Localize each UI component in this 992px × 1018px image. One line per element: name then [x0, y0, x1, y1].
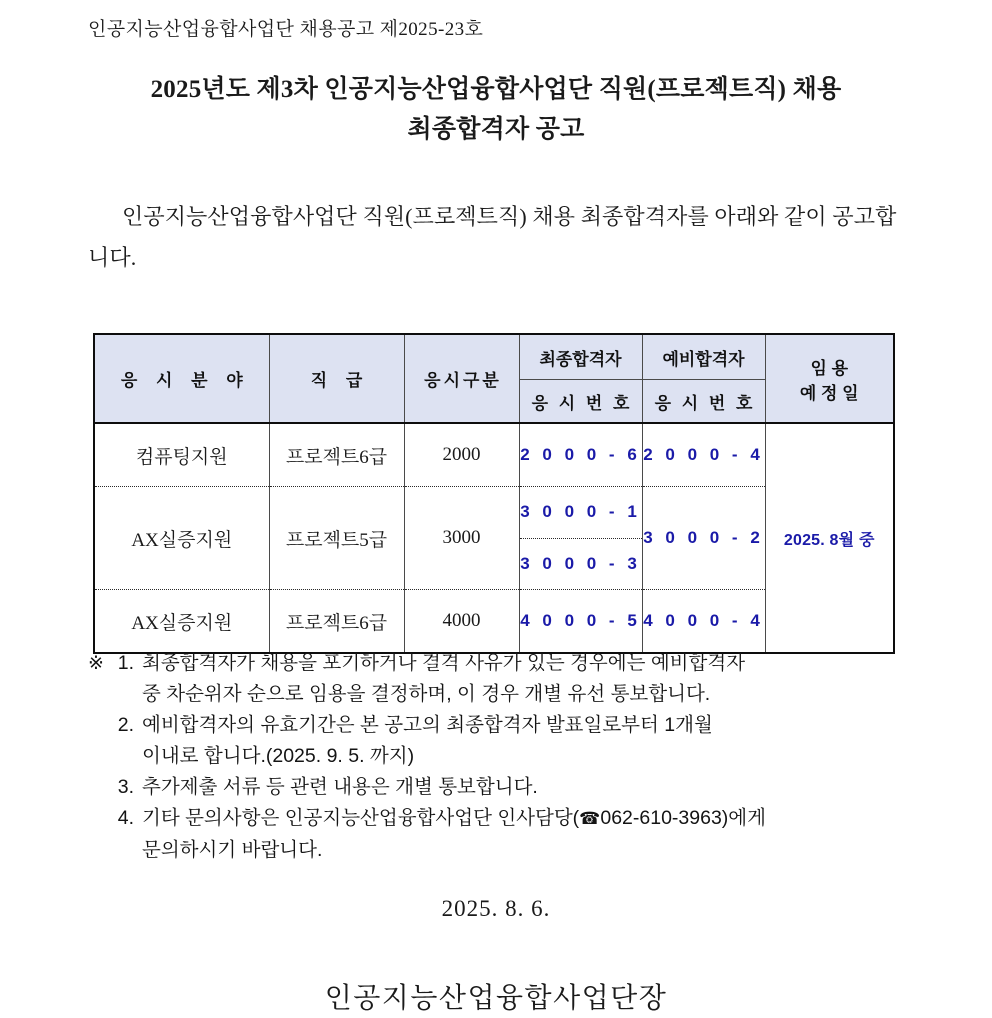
note-mark-symbol: ※: [88, 653, 104, 674]
cell-grade: 프로젝트6급: [269, 423, 404, 487]
column-header-reserve-pass: 예비합격자: [642, 334, 765, 380]
note-line: 중 차순위자 순으로 임용을 결정하며, 이 경우 개별 유선 통보합니다.: [142, 683, 711, 705]
cell-field: AX실증지원: [94, 487, 269, 590]
cell-grade: 프로젝트6급: [269, 590, 404, 654]
column-header-field-label: 응 시 분 야: [120, 371, 250, 390]
column-header-reserve-pass-number-label: 응 시 번 호: [654, 393, 756, 413]
cell-reserve-pass-number: 2 0 0 0 - 4: [642, 423, 765, 487]
results-table: [93, 333, 895, 654]
note-number: 4.: [117, 807, 134, 829]
table-header: [94, 334, 894, 423]
note-item-4: [88, 803, 918, 866]
note-line-after-phone: )에게: [721, 807, 766, 829]
cell-field: 컴퓨팅지원: [94, 423, 269, 487]
note-number: 1.: [117, 652, 134, 674]
issuer-signature: 인공지능산업융합사업단장: [324, 983, 668, 1014]
table-row: [94, 423, 894, 487]
column-header-exam-type: [404, 334, 519, 423]
cell-grade: 프로젝트5급: [269, 487, 404, 590]
note-item-1: [88, 648, 918, 710]
contact-phone-number: 062-610-3963: [600, 807, 722, 829]
cell-appointment-date: 2025. 8월 중: [765, 423, 894, 653]
table-body: [94, 423, 894, 653]
note-item-2: [88, 710, 918, 772]
document-number: 인공지능산업융합사업단 채용공고 제2025-23호: [88, 19, 484, 40]
note-text: [142, 710, 918, 772]
cell-final-pass-number: [519, 487, 642, 590]
cell-reserve-pass-number: 3 0 0 0 - 2: [642, 487, 765, 590]
note-line: 문의하시기 바랍니다.: [142, 839, 323, 861]
final-pass-number-item: 3 0 0 0 - 3: [520, 553, 641, 573]
column-header-appointment-date: [765, 334, 894, 423]
column-header-reserve-pass-number: [642, 380, 765, 424]
intro-paragraph: 인공지능산업융합사업단 직원(프로젝트직) 채용 최종합격자를 아래와 같이 공고합니다.: [88, 204, 897, 270]
issue-date: 2025. 8. 6.: [441, 896, 551, 921]
note-line: 이내로 합니다.(2025. 9. 5. 까지): [142, 745, 415, 767]
column-header-final-pass-number-label: 응 시 번 호: [531, 393, 633, 413]
note-line: 예비합격자의 유효기간은 본 공고의 최종합격자 발표일로부터 1개월: [142, 714, 713, 736]
cell-field: AX실증지원: [94, 590, 269, 654]
note-number: 3.: [117, 776, 134, 798]
results-table-container: [93, 333, 893, 654]
cell-final-pass-number: 4 0 0 0 - 5: [519, 590, 642, 654]
page-title: [0, 70, 992, 150]
final-pass-number-stack: [520, 487, 642, 589]
note-text: [142, 648, 918, 710]
cell-final-pass-number: 2 0 0 0 - 6: [519, 423, 642, 487]
note-text: [142, 803, 918, 866]
note-line: [142, 803, 918, 835]
title-line-2: 최종합격자 공고: [407, 116, 585, 143]
cell-exam-type: 2000: [404, 423, 519, 487]
cell-exam-type: 4000: [404, 590, 519, 654]
column-header-final-pass: 최종합격자: [519, 334, 642, 380]
cell-reserve-pass-number: 4 0 0 0 - 4: [642, 590, 765, 654]
column-header-appointment-line-2: 예 정 일: [799, 383, 859, 403]
note-text: [142, 772, 918, 803]
note-number: 2.: [117, 714, 134, 736]
note-line: 최종합격자가 채용을 포기하거나 결격 사유가 있는 경우에는 예비합격자: [142, 652, 746, 674]
column-header-grade-label: 직 급: [310, 371, 370, 390]
column-header-final-pass-number: [519, 380, 642, 424]
cell-exam-type: 3000: [404, 487, 519, 590]
note-line-before-phone: 기타 문의사항은 인공지능산업융합사업단 인사담당(: [142, 807, 580, 829]
telephone-icon: ☎: [579, 809, 601, 829]
column-header-exam-type-label: 응시구분: [424, 371, 502, 390]
notes-section: [88, 648, 918, 866]
column-header-grade: [269, 334, 404, 423]
title-line-1: 2025년도 제3차 인공지능산업융합사업단 직원(프로젝트직) 채용: [150, 76, 842, 103]
column-header-appointment-line-1: 임 용: [810, 358, 849, 378]
note-line: 추가제출 서류 등 관련 내용은 개별 통보합니다.: [142, 776, 538, 798]
final-pass-number-item: 3 0 0 0 - 1: [520, 487, 642, 539]
column-header-field: [94, 334, 269, 423]
note-item-3: [88, 772, 918, 803]
